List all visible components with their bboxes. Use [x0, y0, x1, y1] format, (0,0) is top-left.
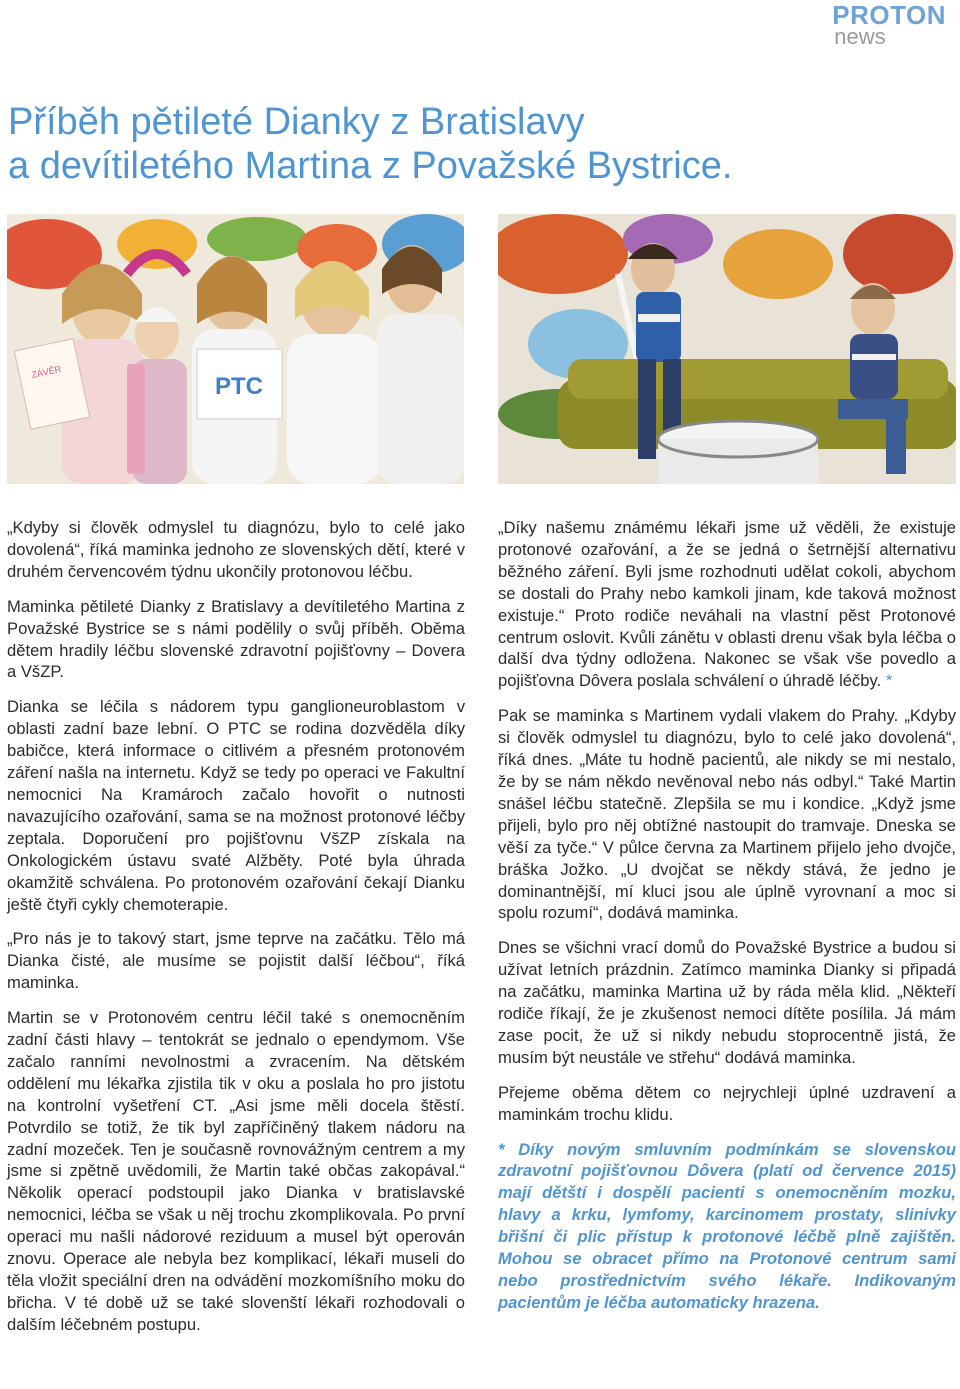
ptc-picture-label: PTC [215, 373, 263, 400]
left-text-column [7, 517, 465, 1349]
article-title [8, 100, 732, 188]
right-text-column [498, 517, 956, 1327]
title-line-2: a devítiletého Martina z Považské Bystrice. [8, 145, 733, 187]
logo-proton: PROTON [832, 0, 946, 30]
paragraph-wishes: Přejeme oběma dětem co nejrychleji úplné uzdravení a maminkám trochu klidu. [498, 1082, 956, 1124]
paragraph-mothers-story: Maminka pětileté Dianky z Bratislavy a devítiletého Martina z Považské Bystrice se s námi podělily o svůj příběh. Oběma dětem hradily léčbu slovenské zdravotní pojišťovny – Dovera a VšZP. [7, 596, 465, 682]
photo-martin-twins-image [498, 214, 956, 484]
footnote-insurance: * Díky novým smluvním podmínkám se slovenskou zdravotní pojišťovnou Dôvera (platí od července 2015) mají dětští i dospělí pacienti s onemocněním mozku, hlavy a krku, lymfomy, karcinomem prostaty, slinivky břišní či plic přístup k protonové léčbě plně zajištěn. Mohou se obracet přímo na Protonové centrum sami nebo prostřednictvím svého lékaře. Indikovaným pacientům je léčba automaticky hrazena. [498, 1139, 956, 1312]
paragraph-martin: Martin se v Protonovém centru léčil také s onemocněním zadní části hlavy – tentokrát se jednalo o ependymom. Vše začalo ranními nevolnostmi a zvracením. Na dětském oddělení mu lékařka zjistila tik v oku a poslala ho pro jistotu na kontrolní vyšetření CT. „Asi jsme měli docela štěstí. Potvrdilo se totiž, že tik byl zapříčiněný tlakem nádoru na zadní mozeček. Ten je současně rovnovážným centrem a my jsme si zpětně uvědomili, že Martin také občas zakopával.“ Několik operací podstoupil jako Dianka v bratislavské nemocnici, léčba se však u něj trochu zkomplikovala. Po první operaci mu našli nádorové reziduum a musel být operován znovu. Operace ale nebyla bez komplikací, lékaři museli do těla vložit speciální dren na odvádění mozkomíšního moku do břicha. V té době už se také slovenští lékaři rozhodovali o dalším léčebném postupu. [7, 1008, 465, 1334]
paragraph-quote-intro: „Kdyby si člověk odmyslel tu diagnózu, bylo to celé jako dovolená“, říká maminka jednoho ze slovenských dětí, které v druhém červencovém týdnu ukončily protonovou léčbu. [7, 518, 465, 581]
photo-martin-twins [498, 214, 956, 484]
logo-news: news [834, 24, 886, 50]
paragraph-dianka-quote: „Pro nás je to takový start, jsme teprve na začátku. Tělo má Dianka čisté, ale musíme se pojistit další léčbou“, říká maminka. [7, 929, 465, 993]
paragraph-treatment-approval [498, 517, 956, 692]
book-label: ZÁVĚR [30, 363, 63, 380]
paragraph-treatment-approval-text: „Díky našemu známému lékaři jsme už věděli, že existuje protonové ozařování, a že se jedná o šetrnější alternativu běžného záření. Byli jsme rozhodnuti udělat cokoli, abychom se dostali do Prahy nebo kamkoli jinam, kde taková možnost existuje.“ Proto rodiče neváhali na vlastní pěst Protonové centrum oslovit. Kvůli zánětu v oblasti drenu však byla léčba o další dva týdny odložena. Nakonec se však vše povedlo a pojišťovna Dôvera poslala schválení o úhradě léčby. [498, 518, 956, 691]
paragraph-prague-trip: Pak se maminka s Martinem vydali vlakem do Prahy. „Kdyby si člověk odmyslel tu diagnózu, bylo to celé jako dovolená“, říká dnes. „Máte tu hodně pacientů, ale nikdy se mi nestalo, že by se nám někdo nevěnoval nebo nás odbyl.“ Také Martin snášel léčbu statečně. Zlepšila se mu i kondice. „Když jsme přijeli, bylo pro něj obtížné nastoupit do tramvaje. Dneska se věší za tyče.“ V půlce června za Martinem přijelo jeho dvojče, bráška Jožko. „U dvojčat se někdy stává, že jedno je dominantnější, mí kluci jsou ale úplně vyrovnaní a moc si spolu rozumí“, dodává maminka. [498, 706, 956, 923]
title-line-1: Příběh pětileté Dianky z Bratislavy [8, 101, 585, 143]
paragraph-dianka: Dianka se léčila s nádorem typu ganglioneuroblastom v oblasti zadní baze lební. O PTC se rodina dozvěděla díky babičce, která informace o citlivém a přesném protonovém záření našla na internetu. Když se tedy po operaci ve Fakultní nemocnici Na Kramároch začalo hovořit o nutnosti navazujícího ozařování, sama se na možnost protonové léčby zeptala. Doporučení pro pojišťovnu VšZP získala na Onkologickém ústavu svaté Alžběty. Poté byla úhrada okamžitě schválena. Po protonovém ozařování čekají Dianku ještě čtyři cykly chemoterapie. [7, 697, 465, 914]
paragraph-return-home: Dnes se všichni vrací domů do Považské Bystrice a budou si užívat letních prázdnin. Zatímco maminka Dianky si připadá na začátku, maminka Martina už by ráda měla klid. „Někteří rodiče říkají, že je zkušenost nemoci dítěte posílila. Já mám zase pocit, že už si nikdy nebudu stoprocentně jistá, že musím být neustále ve střehu“ dodává maminka. [498, 938, 956, 1067]
footnote-marker: * [885, 671, 893, 691]
photo-dianka-family [7, 214, 464, 484]
proton-news-logo [832, 0, 946, 50]
photo-dianka-family-image [7, 214, 464, 484]
